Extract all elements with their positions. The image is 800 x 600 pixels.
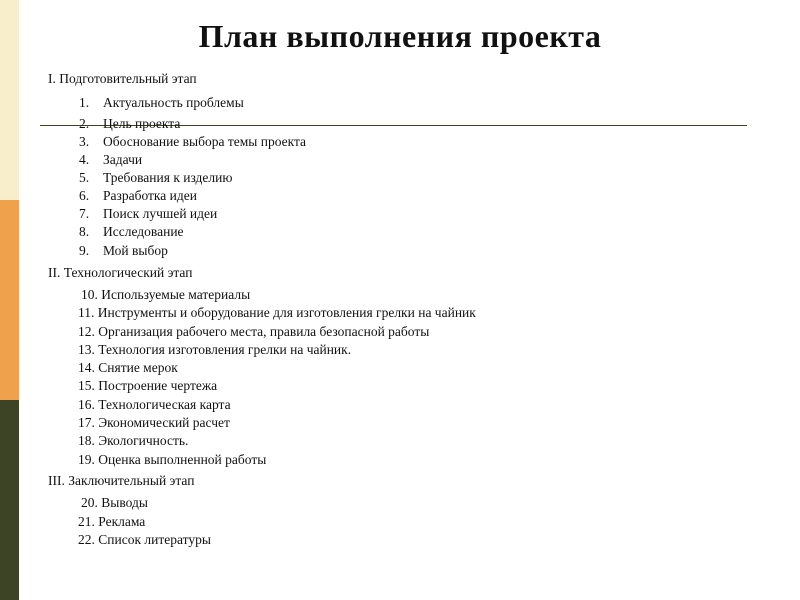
item-text: Цель проекта: [103, 116, 181, 131]
list-item: 17. Экономический расчет: [78, 415, 230, 430]
item-number: 8.: [79, 224, 90, 239]
list-item: 15. Построение чертежа: [78, 378, 218, 393]
list-item: 19. Оценка выполненной работы: [78, 452, 267, 467]
item-number: 3.: [79, 134, 90, 149]
item-number: 1.: [79, 95, 90, 110]
list-item: 13. Технология изготовления грелки на чайник.: [78, 342, 352, 357]
item-text: Обоснование выбора темы проекта: [103, 134, 307, 149]
list-item: [79, 116, 180, 132]
list-item: [79, 95, 244, 111]
list-item: 11. Инструменты и оборудование для изготовления грелки на чайник: [78, 305, 476, 320]
list-item: 18. Экологичность.: [78, 433, 189, 448]
list-item: 12. Организация рабочего места, правила безопасной работы: [78, 324, 430, 339]
list-item: 14. Снятие мерок: [78, 360, 178, 375]
section-heading-2: II. Технологический этап: [48, 265, 193, 280]
item-number: 6.: [79, 188, 90, 203]
item-number: 4.: [79, 152, 90, 167]
section-heading-3: III. Заключительный этап: [48, 473, 195, 488]
list-item: [79, 188, 197, 204]
list-item: 21. Реклама: [78, 514, 146, 529]
section-heading-1: I. Подготовительный этап: [48, 71, 197, 86]
list-item: 16. Технологическая карта: [78, 397, 231, 412]
item-text: Актуальность проблемы: [103, 95, 244, 110]
item-text: Разработка идеи: [103, 188, 197, 203]
decor-band-bottom: [0, 400, 19, 600]
item-text: Задачи: [103, 152, 143, 167]
list-item: [79, 152, 142, 168]
list-item: [79, 206, 217, 222]
list-item: [79, 170, 232, 186]
item-number: 5.: [79, 170, 90, 185]
item-number: 9.: [79, 243, 90, 258]
list-item: 20. Выводы: [81, 495, 148, 510]
item-number: 2.: [79, 116, 90, 131]
list-item: [79, 224, 184, 240]
list-item: [79, 243, 168, 259]
item-text: Исследование: [103, 224, 184, 239]
page-title: План выполнения проекта: [198, 18, 602, 54]
item-text: Поиск лучшей идеи: [103, 206, 218, 221]
decor-band-middle: [0, 200, 19, 400]
item-number: 7.: [79, 206, 90, 221]
item-text: Требования к изделию: [103, 170, 233, 185]
item-text: Мой выбор: [103, 243, 168, 258]
list-item: [79, 134, 306, 150]
list-item: 22. Список литературы: [78, 532, 211, 547]
list-item: 10. Используемые материалы: [81, 287, 251, 302]
